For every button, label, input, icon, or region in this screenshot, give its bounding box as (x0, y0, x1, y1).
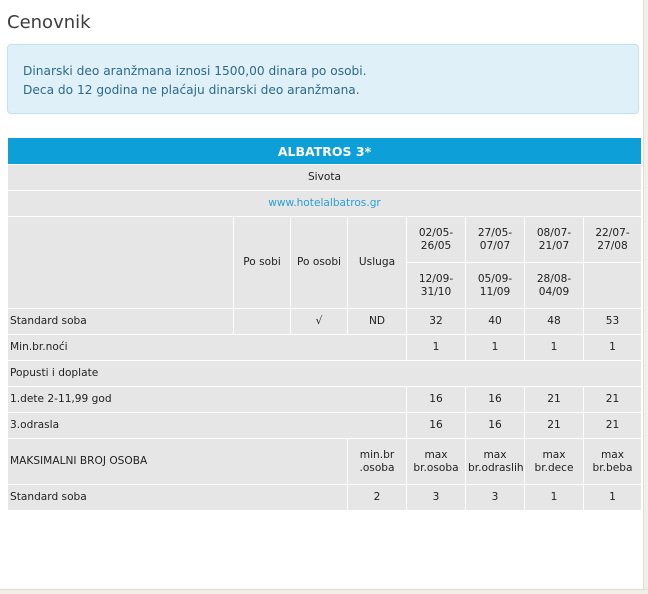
value-cell: 16 (407, 413, 466, 439)
table-row (8, 387, 642, 413)
hotel-name: ALBATROS 3* (8, 138, 642, 165)
section-label: Popusti i doplate (8, 361, 642, 387)
value-cell: 1 (525, 335, 584, 361)
period-1-header: 02/05- 26/05 (407, 217, 466, 263)
row-label: 3.odrasla (8, 413, 407, 439)
price-cell: 32 (407, 309, 466, 335)
period-2-header: 27/05- 07/07 (466, 217, 525, 263)
row-label: Min.br.noći (8, 335, 407, 361)
value-cell: 2 (348, 485, 407, 511)
period-2-alt: 05/09- 11/09 (466, 263, 525, 309)
header-po-sobi: Po sobi (234, 217, 291, 309)
po-sobi-value (234, 309, 291, 335)
period-3-alt: 28/08- 04/09 (525, 263, 584, 309)
header-usluga: Usluga (348, 217, 407, 309)
alert-line-2: Deca do 12 godina ne plaćaju dinarski deo aranžmana. (23, 83, 360, 97)
page-frame-bottom (0, 589, 648, 594)
value-cell: 21 (525, 387, 584, 413)
row-label: MAKSIMALNI BROJ OSOBA (8, 439, 348, 485)
value-cell: 16 (407, 387, 466, 413)
page-frame-right (643, 0, 648, 594)
price-table (7, 137, 642, 511)
table-row (8, 361, 642, 387)
alert-line-1: Dinarski deo aranžmana iznosi 1500,00 dinara po osobi. (23, 64, 367, 78)
hotel-location: Sivota (8, 165, 642, 191)
period-4-header: 22/07- 27/08 (584, 217, 642, 263)
maks-col: max br.osoba (407, 439, 466, 485)
maks-col: min.br .osoba (348, 439, 407, 485)
maks-col: max br.beba (584, 439, 642, 485)
value-cell: 21 (584, 413, 642, 439)
value-cell: 1 (584, 485, 642, 511)
header-empty (8, 217, 234, 309)
period-1-alt: 12/09- 31/10 (407, 263, 466, 309)
value-cell: 1 (584, 335, 642, 361)
period-4-alt (584, 263, 642, 309)
table-row (8, 335, 642, 361)
price-cell: 48 (525, 309, 584, 335)
row-label: Standard soba (8, 485, 348, 511)
table-row (8, 439, 642, 485)
value-cell: 3 (407, 485, 466, 511)
value-cell: 16 (466, 413, 525, 439)
maks-col: max br.dece (525, 439, 584, 485)
value-cell: 1 (407, 335, 466, 361)
table-row (8, 485, 642, 511)
value-cell: 1 (525, 485, 584, 511)
price-cell: 53 (584, 309, 642, 335)
value-cell: 21 (584, 387, 642, 413)
po-osobi-check: √ (291, 309, 348, 335)
maks-col: max br.odraslih (466, 439, 525, 485)
header-po-osobi: Po osobi (291, 217, 348, 309)
value-cell: 1 (466, 335, 525, 361)
usluga-value: ND (348, 309, 407, 335)
value-cell: 16 (466, 387, 525, 413)
period-3-header: 08/07- 21/07 (525, 217, 584, 263)
row-label: 1.dete 2-11,99 god (8, 387, 407, 413)
page-title: Cenovnik (7, 12, 91, 33)
value-cell: 21 (525, 413, 584, 439)
info-alert (7, 44, 639, 114)
table-row (8, 413, 642, 439)
table-row (8, 309, 642, 335)
value-cell: 3 (466, 485, 525, 511)
price-cell: 40 (466, 309, 525, 335)
row-label: Standard soba (8, 309, 234, 335)
hotel-website-link[interactable]: www.hotelalbatros.gr (8, 191, 642, 217)
